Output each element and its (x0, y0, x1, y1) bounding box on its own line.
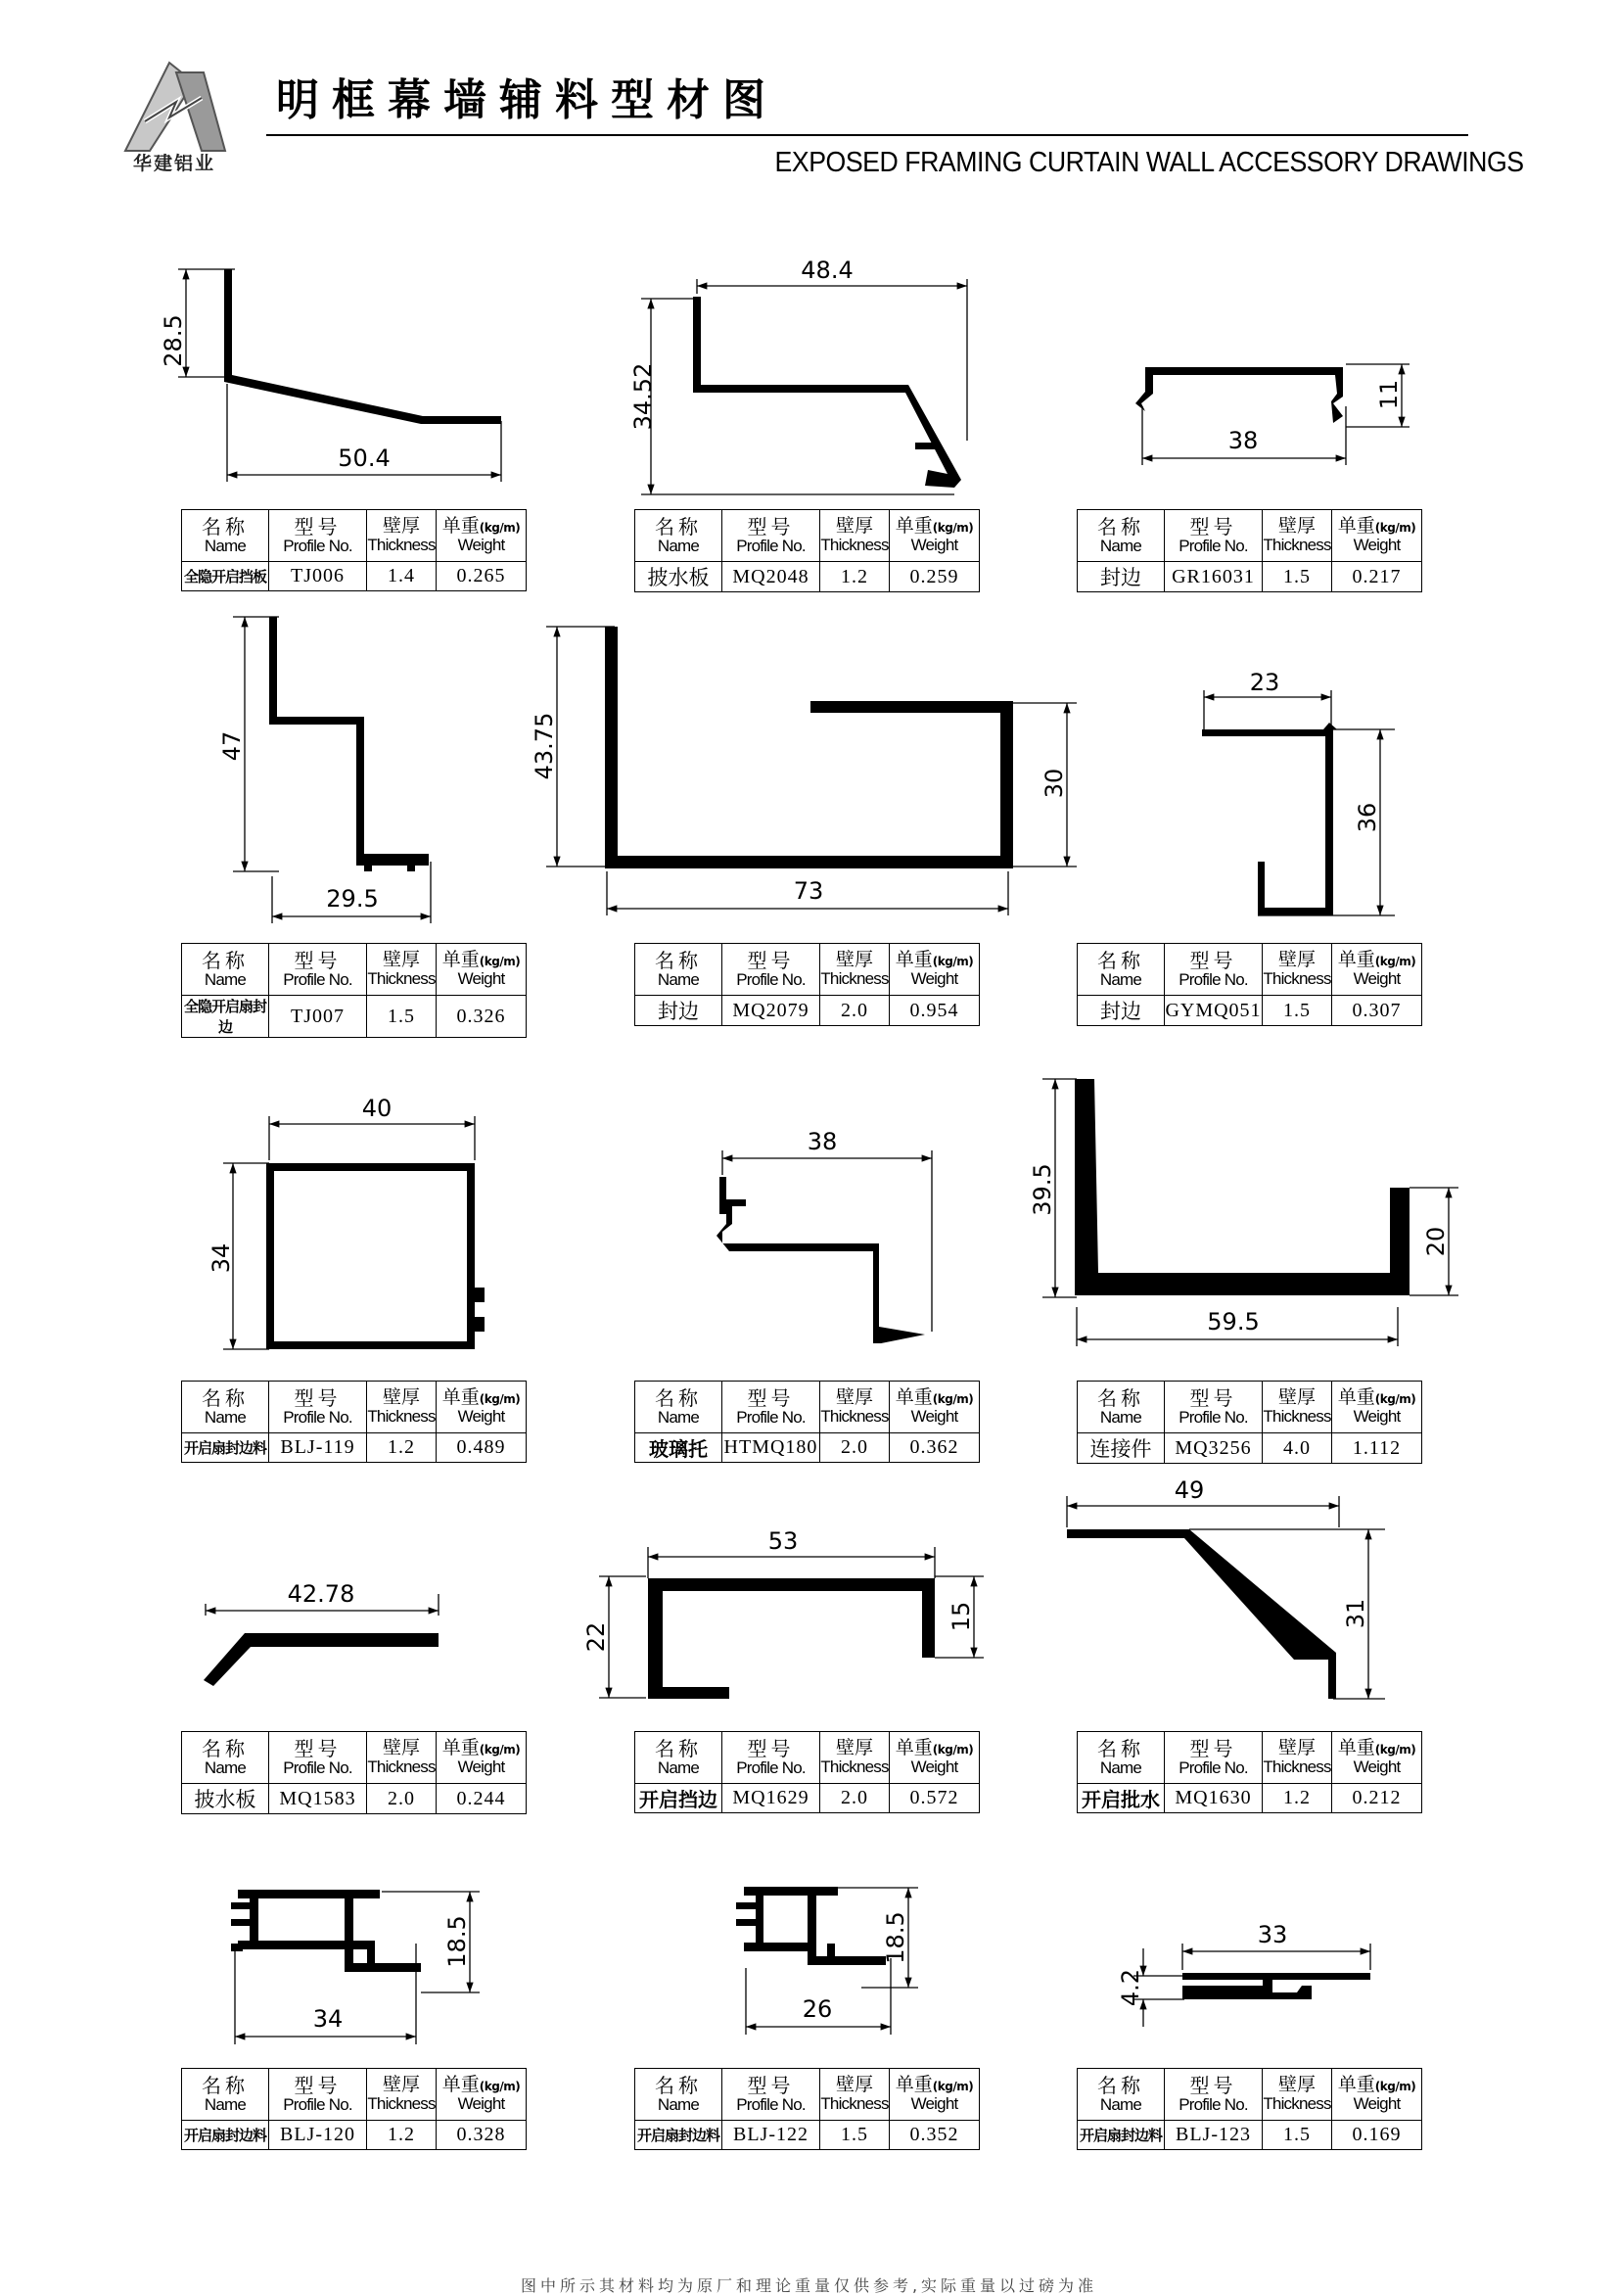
cell-thickness: 1.2 (820, 562, 890, 592)
header-profile-no: 型号 Profile No. (722, 1382, 820, 1433)
dim-mq3256-side: 20 (1422, 1226, 1450, 1257)
dim-blj122-height: 18.5 (882, 1911, 909, 1964)
profile-gr16031-drawing (1142, 364, 1410, 465)
dim-mq1630-width: 49 (1174, 1476, 1205, 1504)
spec-table-13 (634, 2068, 980, 2150)
cell-name: 封边 (1078, 996, 1165, 1026)
header-weight: 单重(kg/m) Weight (1332, 1382, 1422, 1433)
cell-thickness: 1.2 (1263, 1784, 1332, 1813)
dim-mq2079-inner: 30 (1040, 768, 1068, 799)
header-thickness: 壁厚 Thickness (367, 1382, 437, 1433)
cell-name: 玻璃托 (635, 1433, 722, 1463)
header-name: 名称 Name (635, 510, 722, 562)
header-thickness: 壁厚 Thickness (820, 944, 890, 996)
cell-weight: 0.244 (437, 1784, 527, 1814)
cell-thickness: 1.5 (367, 996, 437, 1038)
cell-thickness: 1.5 (1263, 996, 1332, 1026)
dim-mq2048-height: 34.52 (629, 362, 657, 431)
cell-thickness: 1.5 (1263, 2121, 1332, 2150)
dim-mq3256-width: 59.5 (1207, 1308, 1260, 1335)
spec-table-5 (1077, 943, 1422, 1026)
profile-blj119-drawing (223, 1116, 475, 1349)
cell-profile-no: BLJ-123 (1165, 2121, 1263, 2150)
profile-htmq180-drawing (722, 1150, 932, 1332)
dim-blj120-height: 18.5 (443, 1915, 471, 1968)
header-thickness: 壁厚 Thickness (820, 2069, 890, 2121)
profile-blj119-shape (266, 1163, 485, 1349)
dim-blj119-width: 40 (361, 1095, 393, 1122)
profile-mq1629-shape (648, 1578, 935, 1699)
dim-mq1629-side: 15 (948, 1601, 975, 1632)
profile-mq1630-drawing (1067, 1496, 1385, 1699)
dim-mq2079-height: 43.75 (531, 712, 558, 780)
cell-thickness: 2.0 (367, 1784, 437, 1814)
cell-name: 披水板 (182, 1784, 269, 1814)
header-weight: 单重(kg/m) Weight (437, 1382, 527, 1433)
dim-mq2048-width: 48.4 (801, 257, 854, 284)
header-thickness: 壁厚 Thickness (820, 1732, 890, 1784)
cell-weight: 0.572 (890, 1784, 980, 1813)
header-weight: 单重(kg/m) Weight (437, 944, 527, 996)
spec-table-12 (181, 2068, 527, 2150)
dim-tj006-height: 28.5 (160, 314, 187, 367)
header-name: 名称 Name (635, 1382, 722, 1433)
spec-table-7 (634, 1381, 980, 1463)
profile-mq2079-shape (605, 627, 1013, 868)
profile-mq1583-shape (204, 1633, 439, 1686)
logo-text: 华建铝业 (132, 153, 215, 174)
dim-mq1630-height: 31 (1342, 1598, 1369, 1629)
cell-weight: 0.169 (1332, 2121, 1422, 2150)
header-profile-no: 型号 Profile No. (722, 1732, 820, 1784)
header-weight: 单重(kg/m) Weight (1332, 2069, 1422, 2121)
header-profile-no: 型号 Profile No. (1165, 1382, 1263, 1433)
dim-htmq180-width: 38 (807, 1128, 838, 1155)
header-weight: 单重(kg/m) Weight (1332, 510, 1422, 562)
header-profile-no: 型号 Profile No. (722, 944, 820, 996)
cell-name: 全隐开启挡板 (182, 562, 269, 591)
header-thickness: 壁厚 Thickness (367, 1732, 437, 1784)
spec-table-2 (1077, 509, 1422, 592)
dim-gr16031-width: 38 (1227, 427, 1259, 454)
header-weight: 单重(kg/m) Weight (437, 1732, 527, 1784)
cell-weight: 0.259 (890, 562, 980, 592)
spec-table-4 (634, 943, 980, 1026)
header-name: 名称 Name (182, 1382, 269, 1433)
cell-thickness: 2.0 (820, 996, 890, 1026)
header-profile-no: 型号 Profile No. (269, 1382, 367, 1433)
cell-thickness: 4.0 (1263, 1433, 1332, 1464)
dim-blj120-width: 34 (312, 2005, 344, 2033)
cell-profile-no: MQ1583 (269, 1784, 367, 1814)
header-thickness: 壁厚 Thickness (1263, 2069, 1332, 2121)
spec-table-11 (1077, 1731, 1422, 1813)
header-profile-no: 型号 Profile No. (722, 2069, 820, 2121)
page-title-cn: 明框幕墙辅料型材图 (276, 75, 778, 125)
header-profile-no: 型号 Profile No. (1165, 1732, 1263, 1784)
profile-htmq180-shape (717, 1177, 925, 1343)
header-weight: 单重(kg/m) Weight (890, 1382, 980, 1433)
cell-profile-no: BLJ-120 (269, 2121, 367, 2150)
cell-profile-no: HTMQ180 (722, 1433, 820, 1463)
profile-mq2079-drawing (546, 627, 1077, 915)
header-thickness: 壁厚 Thickness (367, 2069, 437, 2121)
cell-name: 连接件 (1078, 1433, 1165, 1464)
header-name: 名称 Name (1078, 944, 1165, 996)
header-weight: 单重(kg/m) Weight (890, 510, 980, 562)
profile-blj123-drawing (1133, 1944, 1370, 2027)
header-name: 名称 Name (1078, 510, 1165, 562)
header-thickness: 壁厚 Thickness (1263, 1732, 1332, 1784)
cell-weight: 0.217 (1332, 562, 1422, 592)
dim-blj123-height: 4.2 (1117, 1968, 1144, 2007)
header-thickness: 壁厚 Thickness (820, 1382, 890, 1433)
header-profile-no: 型号 Profile No. (1165, 510, 1263, 562)
profile-blj123-shape (1182, 1973, 1370, 1999)
cell-weight: 0.362 (890, 1433, 980, 1463)
cell-weight: 0.212 (1332, 1784, 1422, 1813)
dim-tj007-width: 29.5 (326, 885, 379, 913)
cell-weight: 0.307 (1332, 996, 1422, 1026)
dim-gymq051-width: 23 (1249, 669, 1280, 696)
header-weight: 单重(kg/m) Weight (1332, 944, 1422, 996)
header-weight: 单重(kg/m) Weight (890, 1732, 980, 1784)
cell-profile-no: MQ2048 (722, 562, 820, 592)
cell-name: 披水板 (635, 562, 722, 592)
dim-tj007-height: 47 (218, 730, 246, 762)
cell-name: 开启扇封边料 (182, 2121, 269, 2150)
header-weight: 单重(kg/m) Weight (1332, 1732, 1422, 1784)
spec-table-6 (181, 1381, 527, 1463)
header-name: 名称 Name (182, 510, 269, 562)
dim-mq1629-height: 22 (582, 1621, 610, 1653)
cell-name: 全隐开启扇封边 (182, 996, 269, 1038)
cell-name: 封边 (1078, 562, 1165, 592)
spec-table-9 (181, 1731, 527, 1814)
profile-mq3256-shape (1075, 1079, 1410, 1295)
header-name: 名称 Name (1078, 1732, 1165, 1784)
header-name: 名称 Name (1078, 2069, 1165, 2121)
dim-mq3256-height: 39.5 (1029, 1163, 1056, 1216)
header-profile-no: 型号 Profile No. (269, 2069, 367, 2121)
spec-table-1 (634, 509, 980, 592)
header-thickness: 壁厚 Thickness (1263, 944, 1332, 996)
cell-profile-no: TJ007 (269, 996, 367, 1038)
footer-note: 图中所示其材料均为原厂和理论重量仅供参考,实际重量以过磅为准 (520, 2276, 1098, 2295)
spec-table-8 (1077, 1381, 1422, 1464)
header-weight: 单重(kg/m) Weight (890, 944, 980, 996)
cell-thickness: 2.0 (820, 1433, 890, 1463)
header-thickness: 壁厚 Thickness (1263, 510, 1332, 562)
cell-profile-no: MQ3256 (1165, 1433, 1263, 1464)
header-name: 名称 Name (182, 1732, 269, 1784)
header-thickness: 壁厚 Thickness (367, 510, 437, 562)
cell-profile-no: GYMQ051 (1165, 996, 1263, 1026)
header-name: 名称 Name (182, 2069, 269, 2121)
profile-tj006-shape (224, 269, 501, 424)
cell-weight: 0.326 (437, 996, 527, 1038)
header-thickness: 壁厚 Thickness (820, 510, 890, 562)
header-thickness: 壁厚 Thickness (367, 944, 437, 996)
cell-thickness: 2.0 (820, 1784, 890, 1813)
cell-name: 开启扇封边料 (182, 1433, 269, 1463)
cell-weight: 0.954 (890, 996, 980, 1026)
profile-mq1630-shape (1067, 1529, 1336, 1699)
dim-mq2079-width: 73 (793, 877, 824, 905)
cell-weight: 1.112 (1332, 1433, 1422, 1464)
cell-weight: 0.489 (437, 1433, 527, 1463)
dim-mq1629-width: 53 (767, 1527, 799, 1555)
header-name: 名称 Name (1078, 1382, 1165, 1433)
header-profile-no: 型号 Profile No. (269, 510, 367, 562)
cell-name: 开启扇封边料 (635, 2121, 722, 2150)
page-title-en: EXPOSED FRAMING CURTAIN WALL ACCESSORY DRAWINGS (774, 147, 1524, 178)
profile-tj007-shape (269, 617, 429, 871)
cell-thickness: 1.5 (820, 2121, 890, 2150)
cell-name: 封边 (635, 996, 722, 1026)
cell-weight: 0.352 (890, 2121, 980, 2150)
dim-tj006-width: 50.4 (338, 445, 391, 472)
spec-table-14 (1077, 2068, 1422, 2150)
cell-profile-no: MQ1630 (1165, 1784, 1263, 1813)
header-name: 名称 Name (635, 1732, 722, 1784)
cell-thickness: 1.4 (367, 562, 437, 591)
profile-mq2048-shape (693, 297, 961, 488)
cell-profile-no: MQ1629 (722, 1784, 820, 1813)
dim-mq1583-width: 42.78 (287, 1580, 355, 1608)
profile-blj120-shape (231, 1890, 421, 1972)
dim-blj123-width: 33 (1257, 1921, 1288, 1948)
cell-weight: 0.265 (437, 562, 527, 591)
spec-table-10 (634, 1731, 980, 1813)
header-name: 名称 Name (182, 944, 269, 996)
dim-gymq051-height: 36 (1354, 802, 1381, 833)
header-profile-no: 型号 Profile No. (1165, 2069, 1263, 2121)
cell-thickness: 1.2 (367, 1433, 437, 1463)
cell-weight: 0.328 (437, 2121, 527, 2150)
dim-gr16031-height: 11 (1375, 379, 1403, 410)
cell-thickness: 1.5 (1263, 562, 1332, 592)
cell-profile-no: TJ006 (269, 562, 367, 591)
header-profile-no: 型号 Profile No. (722, 510, 820, 562)
header-profile-no: 型号 Profile No. (1165, 944, 1263, 996)
header-thickness: 壁厚 Thickness (1263, 1382, 1332, 1433)
cell-profile-no: BLJ-119 (269, 1433, 367, 1463)
spec-table-3 (181, 943, 527, 1038)
header-weight: 单重(kg/m) Weight (890, 2069, 980, 2121)
header-profile-no: 型号 Profile No. (269, 1732, 367, 1784)
header-name: 名称 Name (635, 2069, 722, 2121)
profile-blj122-shape (736, 1887, 886, 1965)
spec-table-0 (181, 509, 527, 591)
profile-tj007-drawing (233, 617, 431, 923)
header-weight: 单重(kg/m) Weight (437, 2069, 527, 2121)
dim-blj122-width: 26 (802, 1995, 833, 2023)
cell-profile-no: GR16031 (1165, 562, 1263, 592)
profile-gymq051-shape (1202, 723, 1337, 915)
cell-name: 开启挡边 (635, 1784, 722, 1813)
cell-name: 开启扇封边料 (1078, 2121, 1165, 2150)
header-weight: 单重(kg/m) Weight (437, 510, 527, 562)
cell-profile-no: MQ2079 (722, 996, 820, 1026)
dim-blj119-height: 34 (208, 1242, 235, 1274)
header-profile-no: 型号 Profile No. (269, 944, 367, 996)
profile-gr16031-shape (1135, 367, 1343, 423)
cell-thickness: 1.2 (367, 2121, 437, 2150)
cell-name: 开启批水 (1078, 1784, 1165, 1813)
cell-profile-no: BLJ-122 (722, 2121, 820, 2150)
header-name: 名称 Name (635, 944, 722, 996)
